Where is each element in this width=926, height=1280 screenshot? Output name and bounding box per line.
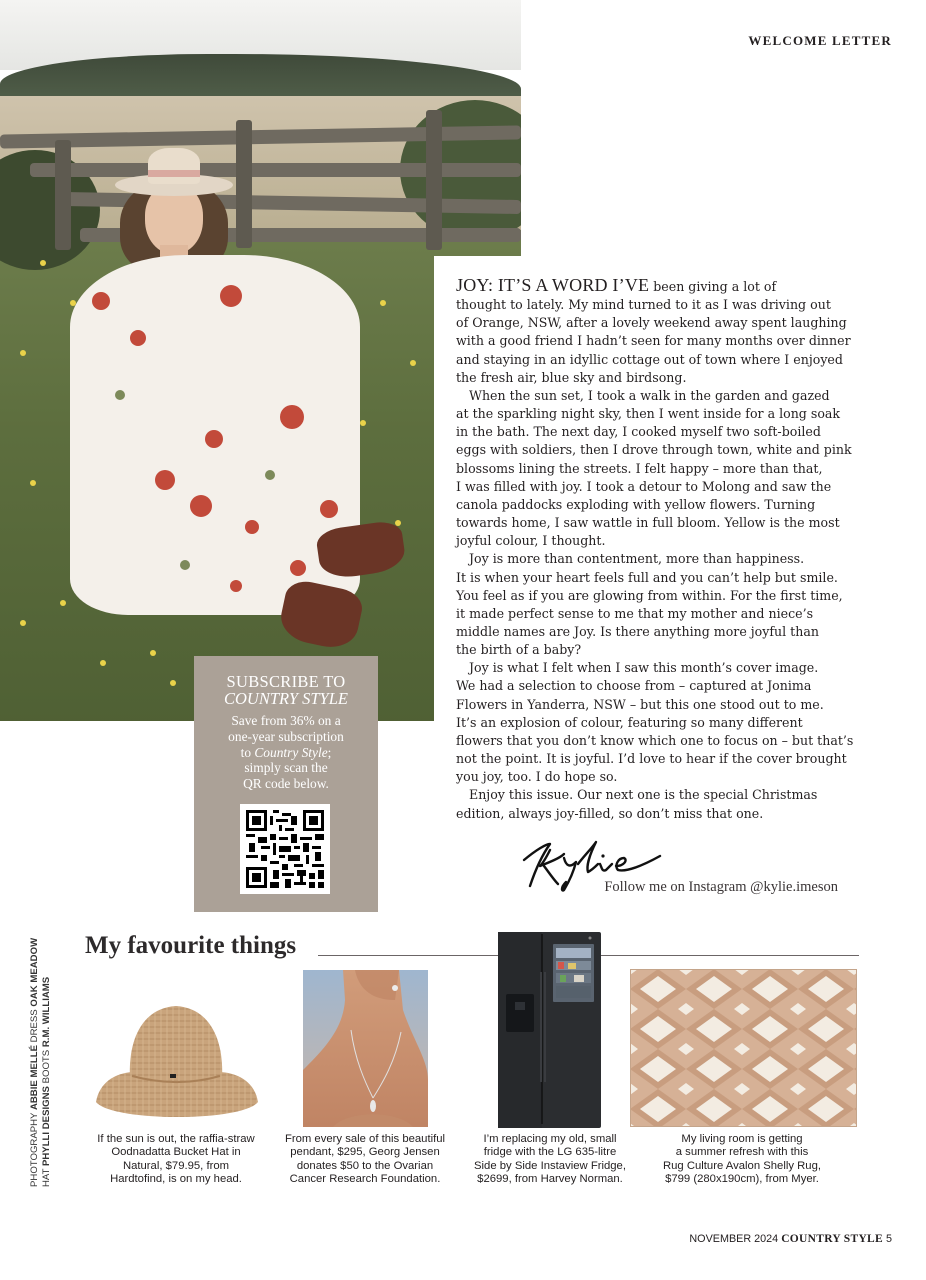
page-footer: NOVEMBER 2024 COUNTRY STYLE 5 — [689, 1233, 892, 1245]
favourites-title: My favourite things — [85, 932, 297, 959]
hero-photo — [0, 0, 521, 721]
subscribe-title: SUBSCRIBE TO — [226, 672, 346, 691]
letter-paragraph-4: Joy is what I felt when I saw this month’s cover image. We had a selection to choose from – captured at Jonima Flowers in Yanderra, NSW – but this one stood out to me. It’s an explosion of colour, featuring so many different flowers that you don’t know which one to focus on – but that’s not the point. It is joyful. I’d love to hear if the cover brought you joy, too. I do hope so. — [456, 660, 854, 785]
welcome-letter — [456, 276, 856, 823]
caption-rug: My living room is getting a summer refresh with this Rug Culture Avalon Shelly Rug, $799 (280x190cm), from Myer. — [662, 1133, 822, 1186]
letter-paragraph-3: Joy is more than contentment, more than happiness. It is when your heart feels full and you can’t help but smile. You feel as if you are glowing from within. For the first time, it made perfect sense to me that my mother and niece’s middle names are Joy. Is there anything more joyful than the birth of a baby? — [456, 551, 843, 658]
section-label: WELCOME LETTER — [748, 33, 892, 48]
caption-bucket-hat: If the sun is out, the raffia-straw Oodnadatta Bucket Hat in Natural, $79.95, from Hardtofind, is on my head. — [97, 1133, 255, 1186]
letter-paragraph-1: JOY: IT’S A WORD I’VE been giving a lot of thought to lately. My mind turned to it as I was driving out of Orange, NSW, after a lovely weekend away spent laughing with a good friend I hadn’t seen for many months over dinner and staying in an idyllic cottage out of town where I enjoyed the fresh air, blue sky and birdsong. — [456, 275, 851, 385]
rug-photo — [630, 969, 857, 1127]
subscribe-text: Save from 36% on a one-year subscription to Country Style; simply scan the QR code below. — [228, 713, 344, 792]
fridge-photo — [498, 932, 601, 1128]
letter-lead-in: JOY: IT’S A WORD I’VE — [456, 275, 650, 295]
caption-pendant: From every sale of this beautiful pendant, $295, Georg Jensen donates $50 to the Ovarian Cancer Research Foundation. — [284, 1133, 446, 1186]
caption-fridge: I’m replacing my old, small fridge with the LG 635-litre Side by Side Instaview Fridge, $2699, from Harvey Norman. — [474, 1133, 626, 1186]
bucket-hat-photo — [92, 1000, 262, 1130]
letter-paragraph-2: When the sun set, I took a walk in the garden and gazed at the sparkling night sky, then I went inside for a long soak in the bath. The next day, I cooked myself two soft-boiled eggs with soldiers, then I drove through town, white and pink blossoms lining the streets. I felt happy – more than that, I was filled with joy. I took a detour to Molong and saw the canola paddocks exploding with yellow flowers. Turning towards home, I saw wattle in full bloom. Yellow is the most joyful colour, I thought. — [456, 387, 852, 549]
pendant-photo — [303, 970, 428, 1127]
subscribe-box — [194, 656, 378, 912]
instagram-handle: Follow me on Instagram @kylie.imeson — [604, 879, 838, 895]
qr-code[interactable] — [240, 804, 330, 894]
letter-paragraph-5: Enjoy this issue. Our next one is the special Christmas edition, always joy-filled, so don’t miss that one. — [456, 787, 818, 821]
photo-credits: PHOTOGRAPHY ABBIE MELLÉ DRESS OAK MEADOW HAT PHYLLI DESIGNS BOOTS R.M. WILLIAMS — [29, 937, 52, 1187]
subscribe-brand: COUNTRY STYLE — [224, 689, 348, 708]
